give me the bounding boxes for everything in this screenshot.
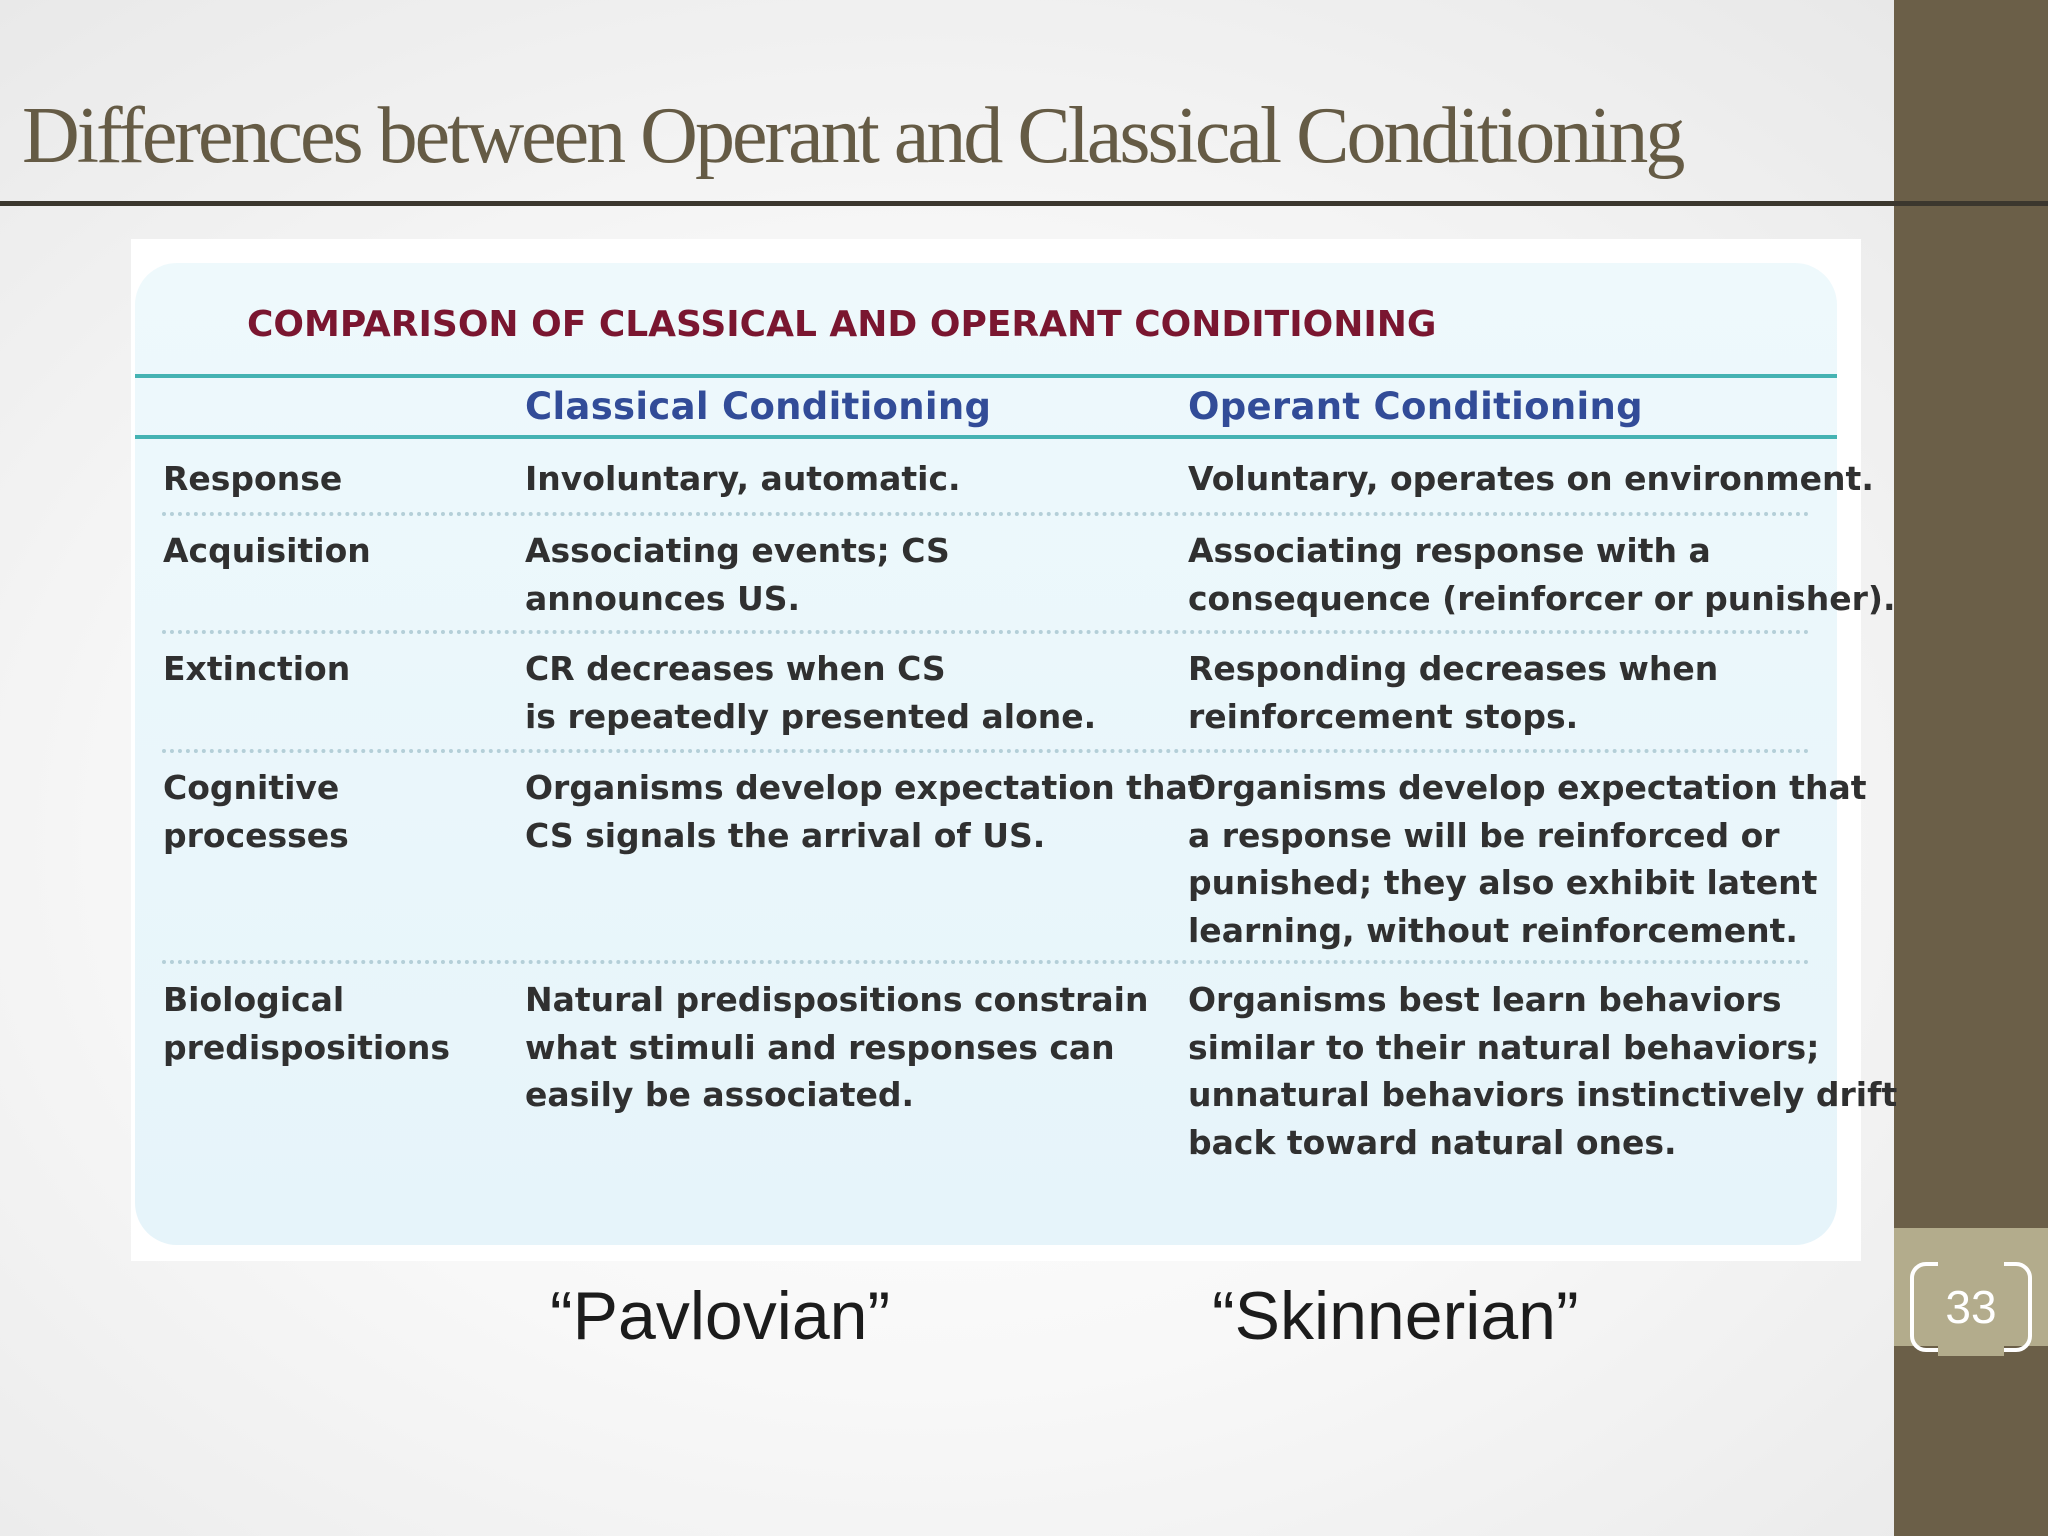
cell-biological-classical: Natural predispositions constrain what stimuli and responses can easily be associated. xyxy=(525,980,1149,1114)
row-label-response: Response xyxy=(163,459,343,498)
row-label-cognitive-processes: Cognitive processes xyxy=(163,768,349,855)
header-top-rule xyxy=(135,374,1837,378)
row-label-extinction: Extinction xyxy=(163,649,351,688)
cell-extinction-classical: CR decreases when CS is repeatedly presented alone. xyxy=(525,649,1097,736)
page-number: 33 xyxy=(1945,1281,1997,1333)
cell-cognitive-classical: Organisms develop expectation that CS signals the arrival of US. xyxy=(525,768,1204,855)
table-heading: COMPARISON OF CLASSICAL AND OPERANT CONDITIONING xyxy=(247,304,1437,345)
cell-response-classical: Involuntary, automatic. xyxy=(525,459,961,498)
column-header-operant: Operant Conditioning xyxy=(1188,385,1643,428)
title-divider xyxy=(0,201,2048,206)
row-label-biological-predispositions: Biological predispositions xyxy=(163,980,450,1067)
cell-extinction-operant: Responding decreases when reinforcement stops. xyxy=(1188,649,1719,736)
row-label-acquisition: Acquisition xyxy=(163,531,371,570)
slide-title: Differences between Operant and Classical Conditioning xyxy=(22,92,1683,180)
cell-acquisition-classical: Associating events; CS announces US. xyxy=(525,531,950,618)
row-divider xyxy=(162,960,1810,964)
caption-pavlovian: “Pavlovian” xyxy=(550,1278,891,1354)
row-divider xyxy=(162,512,1810,516)
row-divider xyxy=(162,630,1810,634)
column-header-classical: Classical Conditioning xyxy=(525,385,992,428)
cell-biological-operant: Organisms best learn behaviors similar to their natural behaviors; unnatural behaviors instinctively drift back toward natural ones. xyxy=(1188,980,1898,1162)
header-bottom-rule xyxy=(135,435,1837,439)
cell-cognitive-operant: Organisms develop expectation that a response will be reinforced or punished; they also exhibit latent learning, without reinforcement. xyxy=(1188,768,1867,950)
cell-response-operant: Voluntary, operates on environment. xyxy=(1188,459,1874,498)
caption-skinnerian: “Skinnerian” xyxy=(1212,1278,1579,1354)
cell-acquisition-operant: Associating response with a consequence (reinforcer or punisher). xyxy=(1188,531,1896,618)
row-divider xyxy=(162,749,1810,753)
